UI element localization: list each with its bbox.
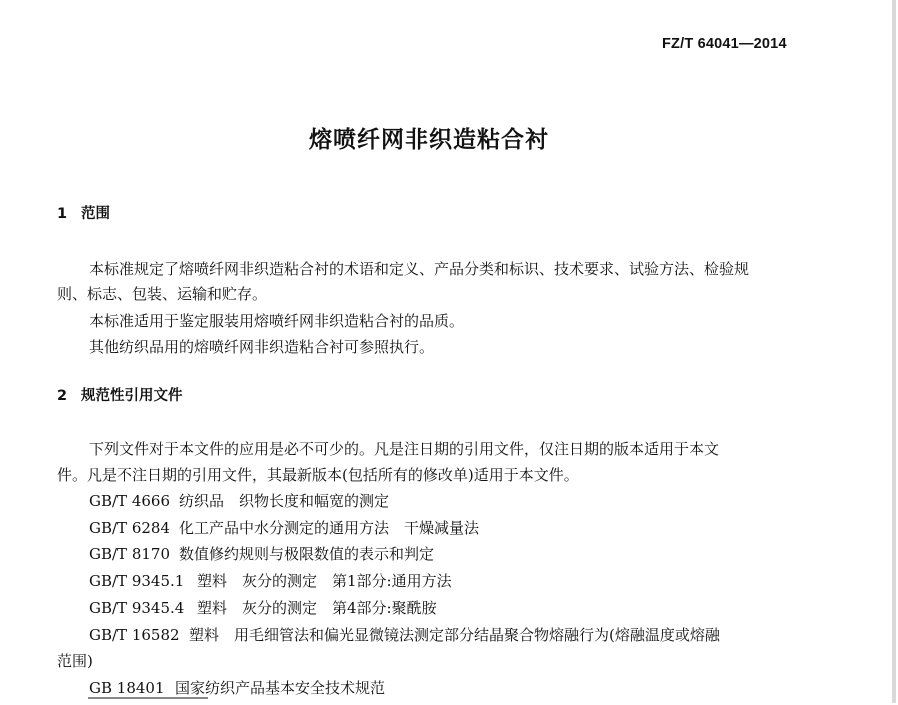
- scan-edge: [892, 0, 896, 703]
- section-1-line: 本标准规定了熔喷纤网非织造粘合衬的术语和定义、产品分类和标识、技术要求、试验方法、检验规: [89, 260, 750, 278]
- reference-title: 范围): [57, 652, 93, 670]
- section-1-line: 其他纺织品用的熔喷纤网非织造粘合衬可参照执行。: [89, 338, 435, 356]
- section-1-line: 本标准适用于鉴定服装用熔喷纤网非织造粘合衬的品质。: [89, 312, 465, 330]
- reference-title: 塑料 灰分的测定 第1部分:通用方法: [197, 572, 452, 590]
- reference-code: GB/T 16582: [89, 626, 180, 644]
- section-1-number: 1: [57, 206, 68, 222]
- reference-continuation: [57, 650, 93, 671]
- reference-item: [89, 490, 389, 511]
- reference-title: 塑料 灰分的测定 第4部分:聚酰胺: [197, 599, 437, 617]
- section-1-line: 则、标志、包装、运输和贮存。: [57, 285, 268, 303]
- reference-code: GB/T 8170: [89, 545, 171, 563]
- reference-title: 纺织品 织物长度和幅宽的测定: [179, 492, 390, 510]
- reference-item: [89, 570, 452, 591]
- reference-item: [89, 517, 479, 538]
- section-1-title: 范围: [81, 206, 110, 222]
- reference-code: GB 18401: [89, 679, 165, 697]
- reference-code: GB/T 4666: [89, 492, 171, 510]
- section-1-heading: [57, 202, 110, 223]
- document-title: 熔喷纤网非织造粘合衬: [309, 127, 549, 153]
- reference-item: [89, 597, 437, 618]
- reference-item: [89, 677, 385, 698]
- reference-title: 国家纺织产品基本安全技术规范: [175, 679, 386, 697]
- reference-item: [89, 543, 434, 564]
- section-2-intro-line: 下列文件对于本文件的应用是必不可少的。凡是注日期的引用文件，仅注日期的版本适用于本文: [89, 440, 720, 458]
- reference-title: 化工产品中水分测定的通用方法 干燥减量法: [179, 519, 480, 537]
- reference-code: GB/T 9345.4: [89, 599, 185, 617]
- section-2-number: 2: [57, 388, 68, 404]
- reference-title: 数值修约规则与极限数值的表示和判定: [179, 545, 435, 563]
- standard-number: FZ/T 64041—2014: [662, 36, 787, 52]
- cut-off-line: [88, 697, 208, 705]
- reference-code: GB/T 9345.1: [89, 572, 185, 590]
- section-2-title: 规范性引用文件: [81, 388, 183, 404]
- section-2-heading: [57, 384, 183, 405]
- reference-title: 塑料 用毛细管法和偏光显微镜法测定部分结晶聚合物熔融行为(熔融温度或熔融: [189, 626, 720, 644]
- reference-code: GB/T 6284: [89, 519, 171, 537]
- section-2-intro-line: 件。凡是不注日期的引用文件，其最新版本(包括所有的修改单)适用于本文件。: [57, 466, 579, 484]
- reference-item: [89, 624, 720, 645]
